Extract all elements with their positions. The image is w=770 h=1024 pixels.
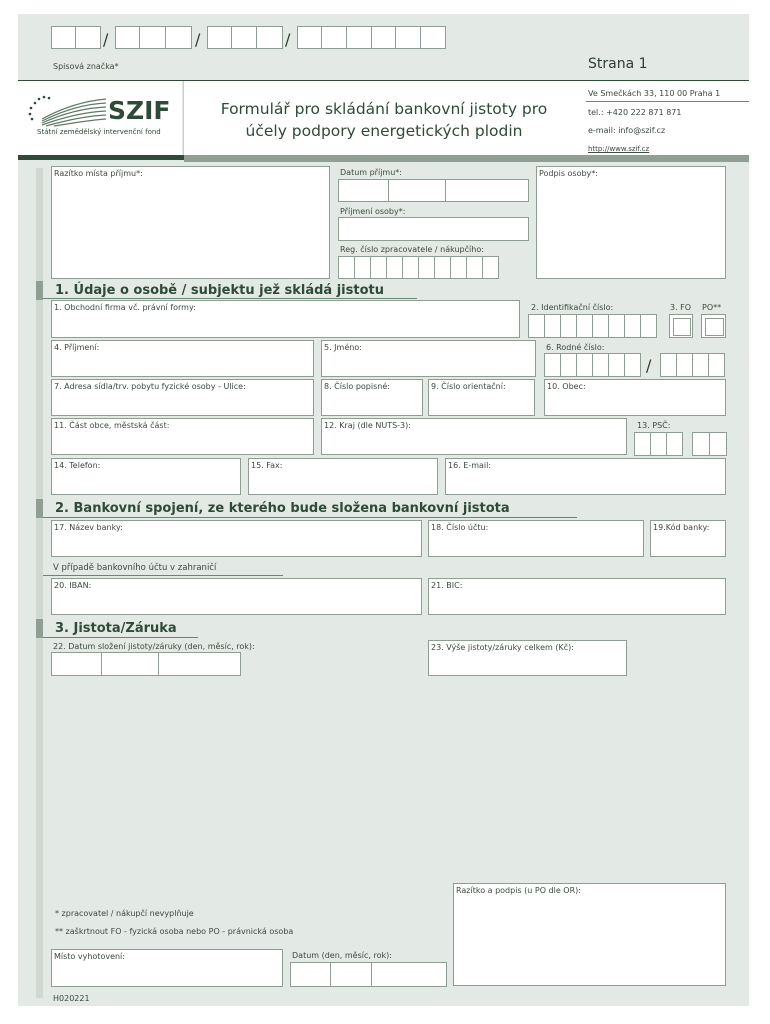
podpis-field[interactable] (536, 166, 726, 279)
reg-cislo-cell[interactable] (370, 256, 387, 279)
podpis-label: Podpis osoby*: (539, 169, 598, 178)
spisova-cell[interactable] (139, 26, 166, 49)
identifikacni-cislo-cell[interactable] (544, 314, 561, 338)
form-title (183, 98, 585, 142)
contact-address: Ve Smečkách 33, 110 00 Praha 1 (588, 89, 721, 98)
spisova-cell[interactable] (297, 26, 322, 49)
f13-label: 13. PSČ: (637, 421, 671, 430)
logo-text: SZIF (108, 96, 171, 125)
psc-cell[interactable] (634, 432, 651, 456)
logo-subtitle: Státní zemědělský intervenční fond (37, 128, 161, 136)
contact-web-link[interactable]: http://www.szif.cz (588, 145, 650, 153)
rodne-cislo-cell[interactable] (560, 353, 577, 377)
spisova-cell[interactable] (207, 26, 232, 49)
slash-separator: / (103, 30, 109, 49)
datum-slozeni-cell[interactable] (51, 652, 102, 676)
rodne-cislo-cell[interactable] (592, 353, 609, 377)
reg-cislo-cell[interactable] (354, 256, 371, 279)
f8-label: 8. Číslo popisné: (324, 382, 390, 391)
contact-email: e-mail: info@szif.cz (588, 126, 666, 135)
f18-label: 18. Číslo účtu: (431, 523, 489, 532)
psc-cell[interactable] (650, 432, 667, 456)
fax-input[interactable] (248, 458, 438, 495)
rodne-cislo-cell[interactable] (544, 353, 561, 377)
section-3-title: 3. Jistota/Záruka (55, 621, 177, 636)
header-bottom-bar-dark (18, 155, 184, 160)
spisova-cell[interactable] (231, 26, 257, 49)
header-bottom-bar-light (184, 155, 749, 162)
identifikacni-cislo-cell[interactable] (592, 314, 609, 338)
spisova-cell[interactable] (115, 26, 140, 49)
obchodni-firma-input[interactable] (51, 300, 520, 338)
szif-logo-icon (24, 93, 108, 127)
datum-cell[interactable] (330, 962, 372, 987)
psc-cell[interactable] (692, 432, 710, 456)
datum-label: Datum (den, měsíc, rok): (292, 951, 392, 960)
section-1-underline (43, 298, 417, 299)
rodne-cislo-cell[interactable] (660, 353, 677, 377)
psc-cell[interactable] (709, 432, 727, 456)
spisova-cell[interactable] (321, 26, 347, 49)
f23-label: 23. Výše jistoty/záruky celkem (Kč): (431, 643, 574, 652)
spisova-cell[interactable] (420, 26, 446, 49)
f12-label: 12. Kraj (dle NUTS-3): (324, 421, 411, 430)
rodne-cislo-cell[interactable] (676, 353, 693, 377)
spisova-label: Spisová značka* (53, 62, 119, 71)
reg-cislo-cell[interactable] (434, 256, 451, 279)
contact-tel: tel.: +420 222 871 871 (588, 108, 682, 117)
vyse-jistoty-input[interactable] (428, 640, 627, 676)
slash-separator: / (285, 30, 291, 49)
datum-prijmu-cell[interactable] (338, 179, 389, 202)
misto-label: Místo vyhotovení: (54, 952, 125, 961)
datum-prijmu-cell[interactable] (445, 179, 529, 202)
rodne-cislo-cell[interactable] (608, 353, 625, 377)
f3-fo-label: 3. FO (670, 303, 692, 312)
f10-label: 10. Obec: (547, 382, 586, 391)
kraj-input[interactable] (321, 418, 627, 455)
reg-cislo-label: Reg. číslo zpracovatele / nákupčího: (340, 245, 484, 254)
razitko-podpis-field[interactable] (453, 883, 726, 986)
misto-vyhotoveni-input[interactable] (51, 949, 283, 987)
reg-cislo-cell[interactable] (466, 256, 483, 279)
rodne-cislo-slash: / (646, 356, 652, 375)
spisova-cell[interactable] (395, 26, 421, 49)
spisova-cell[interactable] (51, 26, 76, 49)
f22-label: 22. Datum složení jistoty/záruky (den, měsíc, rok): (53, 642, 255, 651)
f9-label: 9. Číslo orientační: (431, 382, 506, 391)
section-2-title: 2. Bankovní spojení, ze kterého bude složena bankovní jistota (55, 501, 510, 516)
f21-label: 21. BIC: (431, 581, 463, 590)
f6-label: 6. Rodné číslo: (546, 343, 605, 352)
f19-label: 19.Kód banky: (653, 523, 710, 532)
obec-input[interactable] (544, 379, 726, 416)
section-2-underline (43, 517, 577, 518)
iban-input[interactable] (51, 578, 422, 615)
abroad-underline (43, 575, 283, 576)
f14-label: 14. Telefon: (54, 461, 101, 470)
adresa-ulice-input[interactable] (51, 379, 314, 416)
identifikacni-cislo-cell[interactable] (560, 314, 577, 338)
reg-cislo-cell[interactable] (482, 256, 499, 279)
spisova-cell[interactable] (165, 26, 192, 49)
bic-input[interactable] (428, 578, 726, 615)
nazev-banky-input[interactable] (51, 520, 422, 557)
f17-label: 17. Název banky: (54, 523, 123, 532)
datum-cell[interactable] (290, 962, 331, 987)
reg-cislo-cell[interactable] (450, 256, 467, 279)
cast-obce-input[interactable] (51, 418, 314, 455)
page-number: Strana 1 (588, 56, 648, 72)
f16-label: 16. E-mail: (448, 461, 492, 470)
rodne-cislo-cell[interactable] (708, 353, 725, 377)
f1-label: 1. Obchodní firma vč. právní formy: (54, 303, 196, 312)
f11-label: 11. Část obce, městská část: (54, 421, 170, 430)
reg-cislo-cell[interactable] (386, 256, 403, 279)
f20-label: 20. IBAN: (54, 581, 92, 590)
abroad-subheading: V případě bankovního účtu v zahraničí (53, 563, 217, 573)
form-code: H020221 (53, 994, 90, 1003)
psc-cell[interactable] (666, 432, 683, 456)
datum-cell[interactable] (371, 962, 447, 987)
f15-label: 15. Fax: (251, 461, 283, 470)
spisova-cell[interactable] (256, 26, 283, 49)
f5-label: 5. Jméno: (324, 343, 362, 352)
identifikacni-cislo-cell[interactable] (608, 314, 625, 338)
section-3-underline (43, 637, 198, 638)
datum-slozeni-cell[interactable] (158, 652, 241, 676)
cislo-uctu-input[interactable] (428, 520, 644, 557)
rodne-cislo-cell[interactable] (624, 353, 641, 377)
cislo-popisne-input[interactable] (321, 379, 423, 416)
fo-checkbox[interactable] (669, 314, 693, 338)
prijmeni-osoby-label: Příjmení osoby*: (340, 207, 406, 216)
kod-banky-input[interactable] (650, 520, 726, 557)
razitko-field[interactable] (51, 166, 330, 279)
spisova-cell[interactable] (75, 26, 101, 49)
section-2-marker (36, 499, 43, 518)
cislo-orientacni-input[interactable] (428, 379, 535, 416)
rodne-cislo-cell[interactable] (692, 353, 709, 377)
form-title-line-2: účely podpory energetických plodin (245, 122, 523, 140)
razitko-label: Razítko místa příjmu*: (54, 169, 143, 178)
slash-separator: / (195, 30, 201, 49)
datum-slozeni-cell[interactable] (101, 652, 159, 676)
form-title-line-1: Formulář pro skládání bankovní jistoty pro (220, 100, 548, 118)
section-1-marker (36, 281, 43, 300)
f4-label: 4. Příjmení: (54, 343, 100, 352)
spisova-cell[interactable] (371, 26, 396, 49)
prijmeni-input[interactable] (51, 340, 314, 377)
reg-cislo-cell[interactable] (418, 256, 435, 279)
identifikacni-cislo-cell[interactable] (624, 314, 641, 338)
jmeno-input[interactable] (321, 340, 536, 377)
footnote-1: * zpracovatel / nákupčí nevyplňuje (55, 909, 194, 918)
contact-divider (586, 101, 749, 102)
rodne-cislo-cell[interactable] (576, 353, 593, 377)
footnote-2: ** zaškrtnout FO - fyzická osoba nebo PO - právnická osoba (55, 927, 294, 936)
prijmeni-osoby-input[interactable] (338, 217, 529, 241)
po-checkbox[interactable] (701, 314, 726, 338)
identifikacni-cislo-cell[interactable] (640, 314, 657, 338)
datum-prijmu-label: Datum příjmu*: (340, 168, 402, 177)
razitko-podpis-label: Razítko a podpis (u PO dle OR): (456, 886, 581, 895)
section-1-title: 1. Údaje o osobě / subjektu jež skládá jistotu (55, 283, 384, 298)
f3-po-label: PO** (702, 303, 722, 312)
reg-cislo-cell[interactable] (338, 256, 355, 279)
datum-prijmu-cell[interactable] (388, 179, 446, 202)
f2-label: 2. Identifikační číslo: (531, 303, 614, 312)
telefon-input[interactable] (51, 458, 241, 495)
reg-cislo-cell[interactable] (402, 256, 419, 279)
f7-label: 7. Adresa sídla/trv. pobytu fyzické osoby - Ulice: (54, 382, 246, 391)
spisova-cell[interactable] (346, 26, 372, 49)
section-3-marker (36, 619, 43, 638)
identifikacni-cislo-cell[interactable] (528, 314, 545, 338)
email-input[interactable] (445, 458, 726, 495)
identifikacni-cislo-cell[interactable] (576, 314, 593, 338)
